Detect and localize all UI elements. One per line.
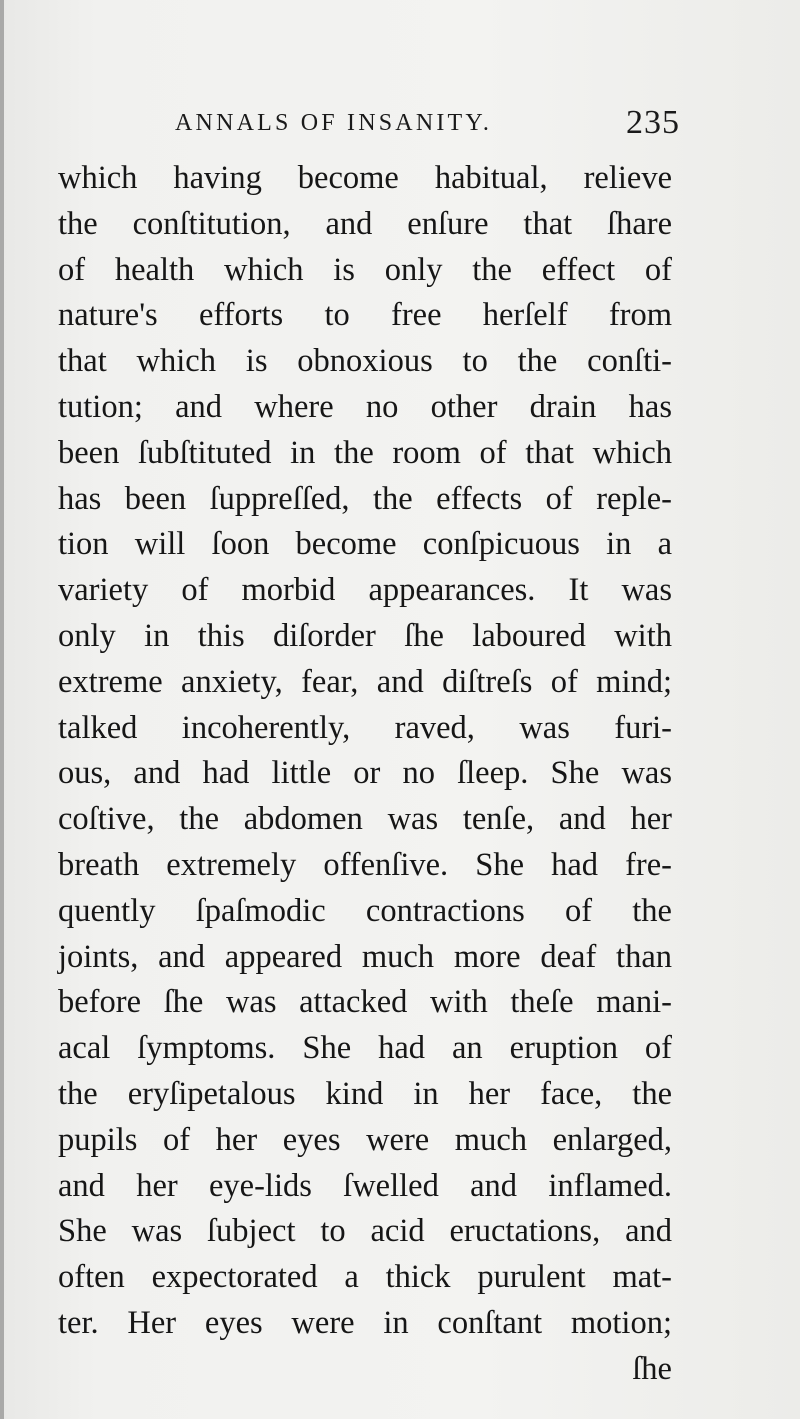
page-edge-shadow	[0, 0, 4, 1419]
text-line: talked incoherently, raved, was furi-	[58, 709, 672, 746]
text-line: ous, and had little or no ſleep. She was	[58, 755, 672, 792]
text-line: has been ſuppreſſed, the effects of reple-	[58, 480, 672, 517]
text-line: tution; and where no other drain has	[58, 388, 672, 425]
text-line: extreme anxiety, fear, and diſtreſs of mind;	[58, 663, 672, 700]
text-line: nature's efforts to free herſelf from	[58, 297, 672, 334]
text-line: only in this diſorder ſhe laboured with	[58, 617, 672, 654]
text-line: variety of morbid appearances. It was	[58, 572, 672, 609]
text-line: coſtive, the abdomen was tenſe, and her	[58, 801, 672, 838]
text-line: tion will ſoon become conſpicuous in a	[58, 526, 672, 563]
text-line: been ſubſtituted in the room of that which	[58, 434, 672, 471]
text-line: pupils of her eyes were much enlarged,	[58, 1121, 672, 1158]
text-line: joints, and appeared much more deaf than	[58, 938, 672, 975]
text-line: She was ſubject to acid eructations, and	[58, 1213, 672, 1250]
text-line: of health which is only the effect of	[58, 251, 672, 288]
text-line: that which is obnoxious to the conſti-	[58, 343, 672, 380]
text-line: before ſhe was attacked with theſe mani-	[58, 984, 672, 1021]
text-line: which having become habitual, relieve	[58, 160, 672, 196]
page-number: 235	[626, 104, 680, 141]
running-head	[0, 104, 800, 148]
body-text	[58, 156, 672, 1393]
text-line: ter. Her eyes were in conſtant motion;	[58, 1304, 672, 1341]
running-title: ANNALS OF INSANITY.	[175, 110, 493, 136]
text-line: acal ſymptoms. She had an eruption of	[58, 1030, 672, 1067]
catchword: ſhe	[632, 1350, 672, 1387]
text-line: and her eye-lids ſwelled and inflamed.	[58, 1167, 672, 1204]
text-line: quently ſpaſmodic contractions of the	[58, 892, 672, 929]
text-line: the eryſipetalous kind in her face, the	[58, 1075, 672, 1112]
text-line: often expectorated a thick purulent mat-	[58, 1259, 672, 1296]
text-line: the conſtitution, and enſure that ſhare	[58, 205, 672, 242]
text-line: breath extremely offenſive. She had fre-	[58, 846, 672, 883]
